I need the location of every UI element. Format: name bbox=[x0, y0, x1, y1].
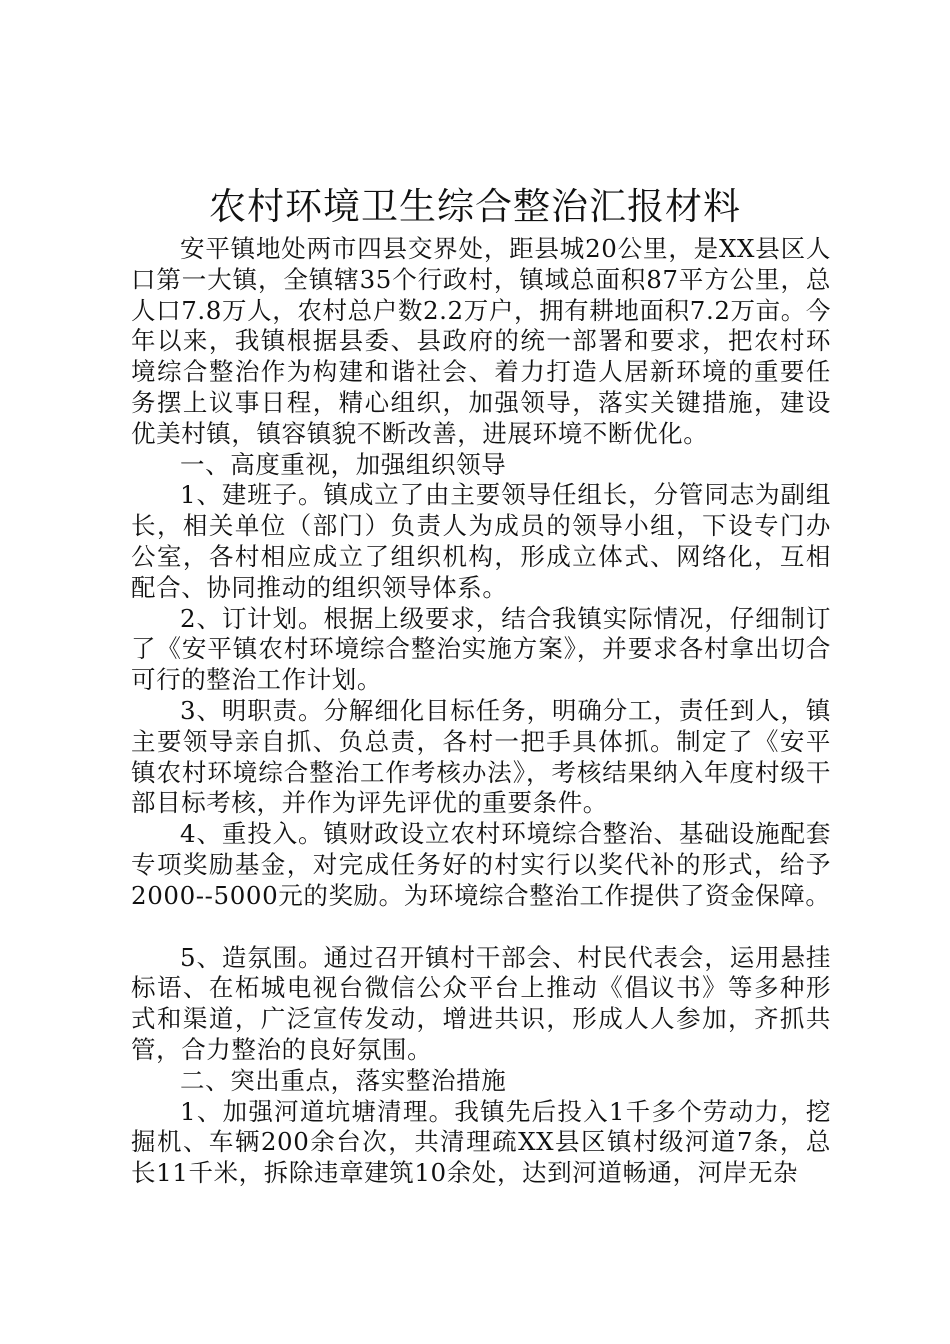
paragraph-river-cleanup: 1、加强河道坑塘清理。我镇先后投入1千多个劳动力，挖掘机、车辆200余台次，共清理疏XX县区镇村级河道7条，总长11千米，拆除违章建筑10余处，达到河道畅通，河岸无杂 bbox=[131, 1096, 831, 1188]
paragraph-investment: 4、重投入。镇财政设立农村环境综合整治、基础设施配套专项奖励基金，对完成任务好的村实行以奖代补的形式，给予2000--5000元的奖励。为环境综合整治工作提供了资金保障。 bbox=[131, 819, 831, 910]
section-heading-1: 一、高度重视，加强组织领导 bbox=[180, 449, 507, 479]
paragraph-atmosphere: 5、造氛围。通过召开镇村干部会、村民代表会，运用悬挂标语、在柘城电视台微信公众平台上推动《倡议书》等多种形式和渠道，广泛宣传发动，增进共识，形成人人参加，齐抓共管，合力整治的良好氛围。 bbox=[131, 942, 831, 1064]
section-heading-2: 二、突出重点，落实整治措施 bbox=[180, 1065, 507, 1095]
paragraph-clarify-duties: 3、明职责。分解细化目标任务，明确分工，责任到人，镇主要领导亲自抓、负总责，各村一把手具体抓。制定了《安平镇农村环境综合整治工作考核办法》，考核结果纳入年度村级干部目标考核，并作为评先评优的重要条件。 bbox=[131, 695, 831, 818]
document-title: 农村环境卫生综合整治汇报材料 bbox=[209, 185, 741, 228]
paragraph-build-team: 1、建班子。镇成立了由主要领导任组长，分管同志为副组长，相关单位（部门）负责人为成员的领导小组，下设专门办公室，各村相应成立了组织机构，形成立体式、网络化，互相配合、协同推动的组织领导体系。 bbox=[131, 480, 831, 602]
intro-paragraph: 安平镇地处两市四县交界处，距县城20公里，是XX县区人口第一大镇，全镇辖35个行政村，镇域总面积87平方公里，总人口7.8万人，农村总户数2.2万户，拥有耕地面积7.2万亩。今年以来，我镇根据县委、县政府的统一部署和要求，把农村环境综合整治作为构建和谐社会、着力打造人居新环境的重要任务摆上议事日程，精心组织，加强领导，落实关键措施，建设优美村镇，镇容镇貌不断改善，进展环境不断优化。 bbox=[131, 234, 831, 448]
paragraph-make-plan: 2、订计划。根据上级要求，结合我镇实际情况，仔细制订了《安平镇农村环境综合整治实施方案》，并要求各村拿出切合可行的整治工作计划。 bbox=[131, 603, 831, 695]
document-body bbox=[131, 234, 831, 1189]
